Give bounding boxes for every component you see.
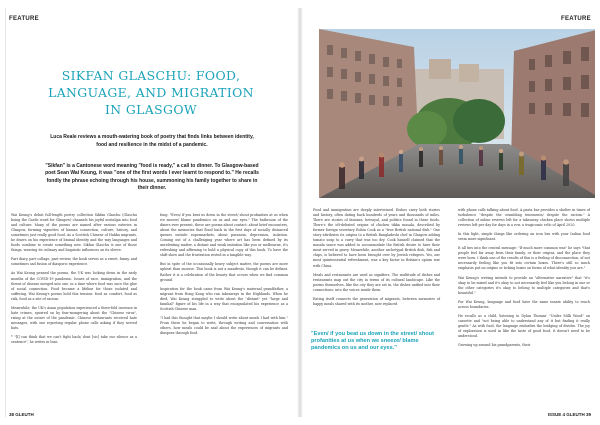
street-photo bbox=[319, 29, 595, 198]
paragraph: Inspiration for the book came from Wai Keung's maternal grandfather, a migrant from Hong Kong who ran takeaways in the Highlands. When he died, Wai Keung struggled to write about the "distant" yet "large and familial" figure of his life in a way that encapsulated his experience as a Scottish Chinese man. bbox=[160, 286, 288, 311]
paragraph: with phone calls talking about food. A pasta bar provides a shelter in times of turbulence "despite the crumbling tenements/ despite the racism." A collection of online reviews left for a takeaway chicken place shows multiple reviews left per day for days in a row, a tragicomic relic of April 2020. bbox=[458, 208, 590, 228]
article-title bbox=[5, 67, 297, 118]
paragraph: It all ties into the central message: "If much more common was" he says "that people feel far away from their family, or their origins, and the place they were born. I think one of the results of this is a feeling of disconnection, of not necessarily feeling like you fit into certain boxes. There's still so much emphasis put on origins or ticking boxes on forms of what identity you are." bbox=[458, 246, 590, 271]
page-number-left: 38 GLEUTH bbox=[9, 412, 34, 417]
right-page-column-2 bbox=[458, 208, 590, 352]
paragraph: For Wai Keung, language and food have the same innate ability to reach across boundaries. bbox=[458, 299, 590, 309]
intro-paragraph: "Sikfan" is a Cantonese word meaning "food is ready," a call to dinner. To Glasgow-based poet Sean Wai Keung, it was "one of the first words I ever learnt to respond to." He recalls fondly the phrase echoing through his house, summoning his family together to share in their dinner. bbox=[45, 163, 259, 192]
title-line-1: SIKFAN GLASCHU: FOOD, bbox=[61, 68, 241, 83]
page-number-right: ISSUE 4 GLEUTH 39 bbox=[547, 412, 591, 417]
left-page-column-1 bbox=[11, 213, 137, 349]
paragraph: fong. "Even/ if you beat us down in the street/ shout profanities at us when we sneeze/ blame pandemics on us and our eyes." The bathroom of the diners ever present, these are poems about contact: about brief encounters, about the memories that flood back in the first days of socially distanced queues outside supermarkets, about paranoia, depression, isolation. Coming out of a challenging year where art has been defined by its unrelenting matter, a distant and weak imitation like you or melbourne, it's refreshing and affirming to hold a physical copy of this book. To have the shift show and the frustration rested in a tangible way. bbox=[160, 213, 288, 258]
right-page bbox=[303, 8, 595, 417]
title-line-3: IN GLASGOW bbox=[104, 102, 198, 117]
section-label-left: FEATURE bbox=[9, 16, 39, 22]
paragraph: Growing up around his grandparents, their bbox=[458, 343, 531, 348]
paragraph: Part diary, part collage, part review, the book serves as a sweet, funny, and sometimes sad fusion of diasporic experience. bbox=[11, 257, 137, 267]
paragraph: Meals and restaurants are used as signifiers. The multitude of dishes and restaurants map out the city in terms of its cultural landscape. Like the poems themselves, like the city they are set in, the dishes unified into their connections: into the voices inside them. bbox=[313, 272, 440, 292]
title-line-2: LANGUAGE, AND MIGRATION bbox=[48, 85, 254, 100]
paragraph: Food and immigration are deeply intertwined. Dishes carry both stories and history, often dating back hundreds of years and thousands of miles. There are stories of famines, betrayal, and politics found in these foods. There's the oft-debated origins of chicken tikka masala, described by former foreign secretary Robin Cook as a "true British national dish." One story attributes its origins to a British Bangladeshi chef in Glasgow adding tomato soup to a curry that was too dry. Cook himself claimed that the masala sauce was added to accommodate the British desire to have their meat served in gravy. Meanwhile, another archetypal British dish, fish and chips, is believed to have been brought over by Jewish refugees. Yes, our most quintessential refreshment, was a key factor in Britain's opium war with China. bbox=[313, 208, 440, 268]
paragraph: "I had this thought that maybe I should write about meals I had with him." From there he began to write, through writing and conversation with others, how meals could be said about the experiences of migrants and diaspora through food. bbox=[160, 315, 288, 335]
standfirst: Luca Reale reviews a mouth-watering book of poetry that finds links between identity, food and resilience in the midst of a pandemic. bbox=[50, 134, 254, 148]
section-label-right: FEATURE bbox=[561, 16, 591, 22]
pull-quote: "Even/ if you beat us down in the street/ shout profanities at us when we sneeze/ blame pandemics on us and our eyes." bbox=[311, 331, 434, 352]
paragraph: In this light, simple things like ordering an iron bru with your Indian food seem more significant. bbox=[458, 232, 590, 242]
paragraph: Meanwhile, the UK's Asian population experienced a three-fold increase in hate crimes, spurred on by fear-mongering about the "Chinese virus", rising at the outset of the pandemic. Chinese restaurants received hate messages, with one reporting regular phone calls asking if they served bats. bbox=[11, 305, 137, 330]
right-page-column-1 bbox=[313, 208, 440, 311]
paragraph: * "[I] can think that we can't fight back/ dont [sic] take our silence as a sentence", he writes in lean bbox=[11, 334, 137, 345]
left-page-column-2 bbox=[160, 213, 288, 340]
left-page bbox=[5, 8, 297, 417]
paragraph: But in spite of the occasionally heavy subject matter, the poems are more upbeat than morose. This book is not a manifesto, though it can be defiant. Rather it is a celebration of the beauty that occurs when we find common ground. bbox=[160, 262, 288, 282]
paragraph: As Wai Keung penned the poems, the UK was locking down in the early months of the COVID-19 pandemic. Issues of race, immigration, and the threat of disease merged into one, in a time where food was once the glue of social connection. Food became a lifeline for those isolated and suffering. Wai Keung's poems hold this tension: food as comfort, food as risk, food as a site of racism. bbox=[11, 271, 137, 301]
glasgow-street-image bbox=[319, 29, 595, 198]
paragraph: Wai Keung's writing intends to provide an "alternative narrative" that "it's okay to be mixed and it's okay to not necessarily feel like you belong in one or the other categories it's okay to belong to multiple categories and that's beautiful." bbox=[458, 275, 590, 295]
paragraph: Eating itself connects the generation of migrants, between memories of happy meals shared with its mother, now replaced bbox=[313, 296, 440, 306]
paragraph: Wai Keung's debut full-length poetry collection Sikfan Glaschu (Glaschu being the Gaelic word for Glasgow) channels his joyful nostalgia into food and culture. Many of the poems are named after various eateries in Glasgow, forming vignettes of human connection, culture, history, and sometimes just really good food. As a Scottish Chinese of Hakka migrants, he draws on his experience of liminal identity and the way languages and foods combine to create something new. Sikfan Glaschu is one of those things, weaving its culinary and linguistic influences on its sleeve. bbox=[11, 213, 137, 253]
paragraph: He recalls as a child, listening to Dylan Thomas' "Under Milk Wood" on cassette and "not being able to understand any of it but finding it really gentle." As with food, the language embodies the bridging of divides. The joy of exploration is used in like the taste of good food, it doesn't need to be understood. bbox=[458, 313, 590, 338]
